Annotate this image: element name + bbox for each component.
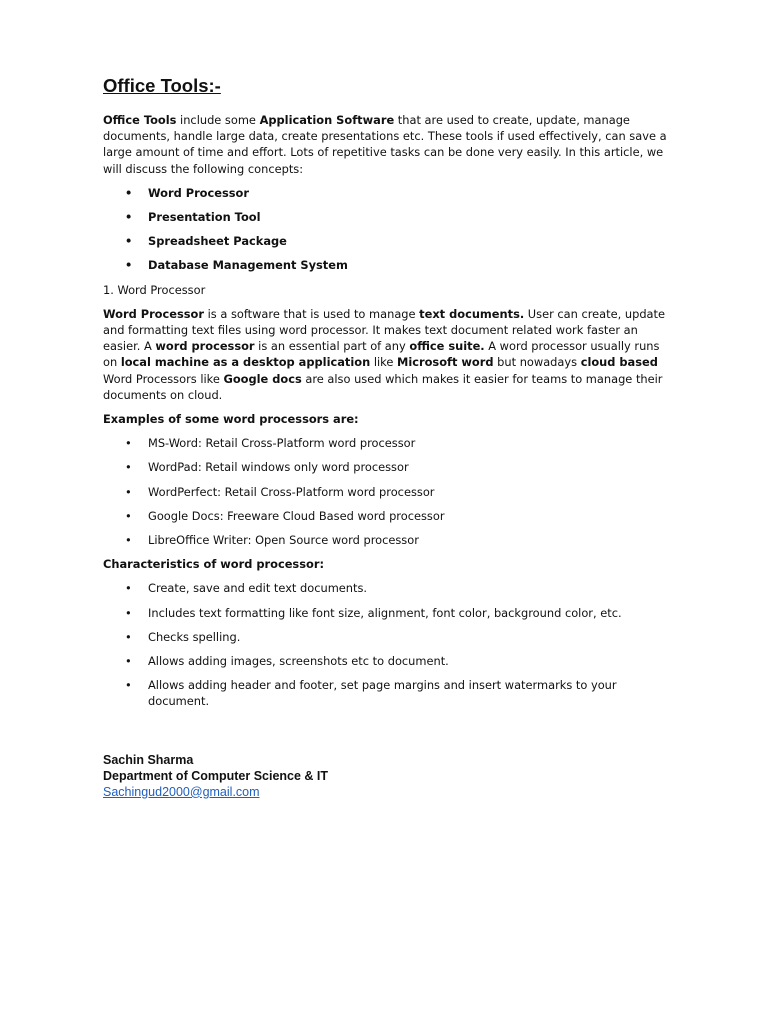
examples-heading: Examples of some word processors are: [103, 412, 359, 427]
list-item [103, 653, 668, 669]
bold-text: local machine as a desktop application [120, 355, 371, 370]
bullet: • [125, 678, 132, 693]
bullet: • [125, 581, 132, 596]
list-item [103, 629, 668, 645]
list-item-text: Checks spelling. [148, 629, 241, 644]
list-item-text: Google Docs: Freeware Cloud Based word processor [148, 508, 445, 523]
bullet: • [125, 210, 133, 225]
author-department: Department of Computer Science & IT [103, 768, 329, 783]
text: like [370, 355, 397, 370]
examples-list [103, 435, 668, 548]
bullet: • [125, 508, 132, 523]
list-item [103, 233, 668, 249]
list-item [103, 532, 668, 548]
list-item-text: LibreOffice Writer: Open Source word processor [148, 533, 419, 548]
author-email-link[interactable]: Sachingud2000@gmail.com [103, 784, 260, 799]
bullet: • [125, 258, 133, 273]
characteristics-list [103, 580, 668, 709]
list-item-text: MS-Word: Retail Cross-Platform word processor [148, 436, 416, 451]
bullet: • [125, 533, 132, 548]
list-item-text: Database Management System [148, 258, 348, 273]
page-title: Office Tools:- [103, 75, 221, 96]
document-body [103, 74, 668, 800]
list-item [103, 435, 668, 451]
list-item-text: Presentation Tool [148, 210, 261, 225]
text: is a software that is used to manage [204, 306, 420, 321]
list-item [103, 257, 668, 273]
bullet: • [125, 484, 132, 499]
bold-text: Microsoft word [397, 355, 494, 370]
bullet: • [125, 460, 132, 475]
text: Word Processors like [103, 371, 224, 386]
intro-text: include some [176, 113, 260, 127]
list-item [103, 508, 668, 524]
list-item [103, 605, 668, 621]
bullet: • [125, 605, 132, 620]
author-name: Sachin Sharma [103, 752, 194, 767]
bullet: • [125, 234, 133, 249]
bold-text: Google docs [223, 371, 302, 386]
list-item-text: Allows adding header and footer, set page margins and insert watermarks to your document. [148, 678, 617, 709]
section-heading-word-processor: 1. Word Processor [103, 282, 206, 297]
list-item-text: Word Processor [148, 185, 249, 200]
list-item-text: WordPerfect: Retail Cross-Platform word processor [148, 484, 435, 499]
bullet: • [125, 629, 132, 644]
intro-text: that are used to create, update, manage documents, handle large data, create presentations etc. These tools if used effectively, can save a large amount of time and effort. Lots of repetitive tasks can be done very easily. In this article, we will discuss the following concepts: [103, 113, 667, 176]
bold-text: cloud based [580, 355, 658, 370]
list-item [103, 185, 668, 201]
signature-block [103, 752, 668, 800]
text: User can create, update and formatting text files using word processor. It makes text document related work faster an easier. A [103, 306, 666, 354]
list-item-text: Includes text formatting like font size, alignment, font color, background color, etc. [148, 605, 622, 620]
bold-text: Word Processor [103, 306, 204, 321]
bullet: • [125, 654, 132, 669]
intro-bold-office-tools: Office Tools [103, 113, 177, 127]
list-item-text: Spreadsheet Package [148, 234, 287, 249]
bold-text: office suite. [409, 339, 485, 354]
word-processor-paragraph [103, 306, 668, 403]
list-item-text: WordPad: Retail windows only word processor [148, 460, 409, 475]
text: A word processor usually runs on [103, 339, 660, 370]
intro-bold-application-software: Application Software [259, 113, 395, 127]
list-item [103, 459, 668, 475]
text: is an essential part of any [254, 339, 410, 354]
list-item [103, 484, 668, 500]
bullet: • [125, 436, 132, 451]
bold-text: word processor [155, 339, 255, 354]
bold-text: text documents. [419, 306, 525, 321]
intro-paragraph [103, 112, 668, 177]
text: are also used which makes it easier for teams to manage their documents on cloud. [103, 371, 663, 402]
text: but nowadays [493, 355, 581, 370]
characteristics-heading: Characteristics of word processor: [103, 557, 324, 572]
list-item-text: Allows adding images, screenshots etc to document. [148, 654, 449, 669]
list-item-text: Create, save and edit text documents. [148, 581, 368, 596]
bullet: • [125, 185, 133, 200]
concepts-list [103, 185, 668, 274]
list-item [103, 677, 668, 709]
list-item [103, 209, 668, 225]
list-item [103, 580, 668, 596]
